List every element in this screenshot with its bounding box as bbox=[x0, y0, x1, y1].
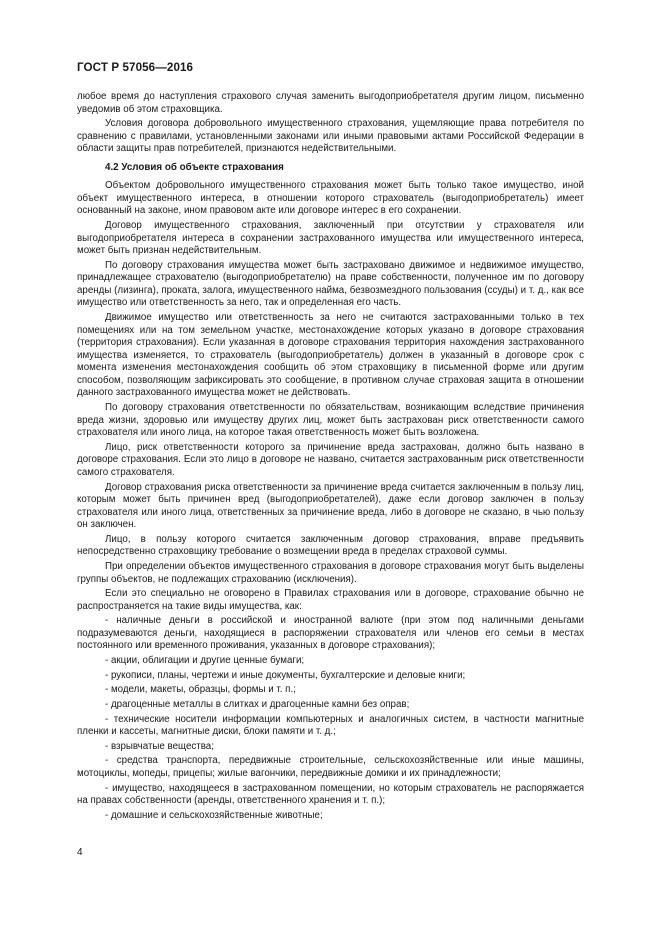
paragraph: Условия договора добровольного имущественного страхования, ущемляющие права потребителя по сравнению с правилами, установленными законами или иными правовыми актами Российской Федерации в области защиты прав потребителей, признаются недействительными. bbox=[77, 118, 584, 155]
paragraph: Если это специально не оговорено в Правилах страхования или в договоре, страхование обычно не распространяется на такие виды имущества, как: bbox=[77, 588, 584, 612]
list-item: - акции, облигации и другие ценные бумаги; bbox=[105, 655, 305, 667]
list-item: - домашние и сельскохозяйственные животные; bbox=[105, 809, 323, 821]
paragraph: Договор страхования риска ответственности за причинение вреда считается заключенным в пользу лиц, которым может быть причинен вред (выгодоприобретателей), даже если договор заключен в пользу страхователя или иного лица, ответственных за причинение вреда, либо в договоре не сказано, в чью пользу он заключен. bbox=[77, 481, 584, 531]
page-content bbox=[77, 91, 584, 825]
page-number: 4 bbox=[77, 847, 83, 858]
document-code: ГОСТ Р 57056—2016 bbox=[77, 61, 194, 74]
paragraph: Лицо, в пользу которого считается заключенным договор страхования, вправе предъявить непосредственно страховщику требование о возмещении вреда в пределах страховой суммы. bbox=[77, 533, 584, 558]
paragraph: любое время до наступления страхового случая заменить выгодоприобретателя другим лицом, письменно уведомив об этом страховщика. bbox=[77, 91, 584, 115]
list-item: - средства транспорта, передвижные строительные, сельскохозяйственные или иные машины, мотоциклы, мопеды, прицепы; жилые вагончики, передвижные домики и их принадлежности; bbox=[77, 755, 584, 780]
list-item: - наличные деньги в российской и иностранной валюте (при этом под наличными деньгами подразумеваются деньги, находящиеся в распоряжении страхователя или членов его семьи в местах постоянного или временного проживания, указанных в договоре страхования); bbox=[77, 615, 584, 652]
list-item: - драгоценные металлы в слитках и драгоценные камни без оправ; bbox=[105, 699, 410, 711]
section-heading: 4.2 Условия об объекте страхования bbox=[105, 161, 284, 173]
list-item: - взрывчатые вещества; bbox=[105, 740, 214, 752]
paragraph: При определении объектов имущественного страхования в договоре страхования могут быть выделены группы объектов, не подлежащих страхованию (исключения). bbox=[77, 560, 584, 585]
list-item: - технические носители информации компьютерных и аналогичных систем, в частности магнитные пленки и кассеты, магнитные диски, блоки памяти и т. д.; bbox=[77, 713, 584, 738]
list-item: - имущество, находящееся в застрахованном помещении, но которым страхователь не распоряжается на правах собственности (аренды, ответственного хранения и т. п.); bbox=[77, 782, 584, 807]
list-item: - рукописи, планы, чертежи и иные документы, бухгалтерские и деловые книги; bbox=[105, 669, 466, 681]
list-item: - модели, макеты, образцы, формы и т. п.; bbox=[105, 684, 296, 696]
paragraph: Движимое имущество или ответственность за него не считаются застрахованными только в тех помещениях или на том земельном участке, местонахождение которых указано в договоре страхования (территория страхования). Если указанная в договоре страхования территория нахождения застрахованного имущества изменяется, то страхователь (выгодоприобретатель) должен в указанный в договоре срок с момента изменения местонахождения сообщить об этом страховщику в письменной форме или другим способом, позволяющим зафиксировать это сообщение, в противном случае страховая защита в отношении данного застрахованного имущества может не действовать. bbox=[77, 312, 584, 399]
paragraph: Объектом добровольного имущественного страхования может быть только такое имущество, иной объект имущественного интереса, в отношении которого страхователь (выгодоприобретатель) имеет основанный на законе, ином правовом акте или договоре интерес в его сохранении. bbox=[77, 180, 584, 217]
paragraph: Лицо, риск ответственности которого за причинение вреда застрахован, должно быть названо в договоре страхования. Если это лицо в договоре не названо, считается застрахованным риск ответственности самого страхователя. bbox=[77, 441, 584, 478]
paragraph: Договор имущественного страхования, заключенный при отсутствии у страхователя или выгодоприобретателя интереса в сохранении застрахованного имущества или имущественного интереса, может быть признан недействительным. bbox=[77, 220, 584, 257]
paragraph: По договору страхования ответственности по обязательствам, возникающим вследствие причинения вреда жизни, здоровью или имуществу других лиц, может быть застрахован риск ответственности самого страхователя или иного лица, на которое такая ответственность может быть возложена. bbox=[77, 402, 584, 439]
paragraph: По договору страхования имущества может быть застраховано движимое и недвижимое имущество, принадлежащее страхователю (выгодоприобретателю) на праве собственности, полученное им по договору аренды (лизинга), проката, залога, имущественного найма, безвозмездного пользования (ссуды) и т. д., как все имущество или ответственность за него, так и определенная его часть. bbox=[77, 259, 584, 309]
